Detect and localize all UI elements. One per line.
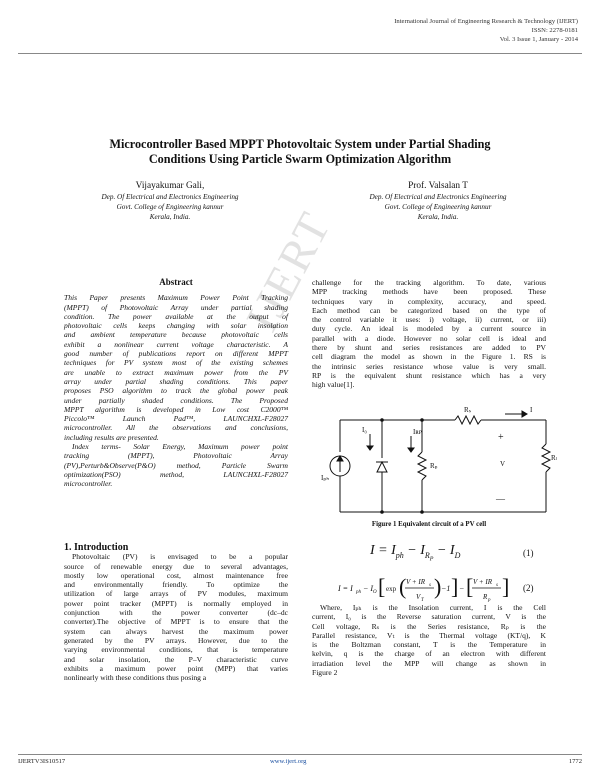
watermark: IJERT (235, 203, 341, 340)
right-top-line: the intrinsic series resistance whose value is very small. (312, 361, 546, 371)
index-terms-line: (PV),Perturb&Observe(P&O) method, Particle Swarm (64, 460, 288, 470)
equivalent-circuit-figure (310, 402, 560, 520)
right-top-line: RP is the equivalent shunt resistance which has a very (312, 370, 546, 380)
author-1-dept: Dep. Of Electrical and Electronics Engineering (101, 193, 239, 201)
equation-2 (338, 570, 516, 606)
footer-website-link[interactable]: www.ijert.org (270, 758, 307, 765)
intro-line: conjunction with the power converter (dc–dc (64, 608, 288, 618)
author-1-place: Kerala, India. (149, 213, 191, 221)
footer-rule (18, 754, 582, 755)
intro-line: utilization of large arrays of PV modules, maximum (64, 589, 288, 599)
abstract-line: are unable to extract maximum power from the PV (64, 367, 288, 377)
label-rl: Rₗ (551, 454, 557, 462)
title-line-2: Conditions Using Particle Swarm Optimization Algorithm (148, 152, 452, 166)
intro-line: system can always harvest the maximum power (64, 626, 288, 636)
footer-page-number: 1772 (568, 758, 582, 765)
svg-text:− I: − I (363, 584, 374, 593)
index-terms-line: tracking (MPPT), Photovoltaic Array (64, 451, 288, 461)
svg-text:exp: exp (386, 585, 397, 593)
header-rule (18, 53, 582, 54)
right-top-line: MPP tracking methods have been proposed. These (312, 287, 546, 297)
index-terms-line: optimization(PSO) method, LAUNCHXL-F28027 (64, 469, 288, 479)
svg-text:p: p (488, 598, 491, 603)
svg-text:): ) (434, 574, 442, 599)
intro-line: and environmentally friendly. To optimize the (64, 580, 288, 590)
label-irp: Iʀᴘ (413, 428, 422, 436)
intro-line: and solar insolation, the P–V characteristic curve (64, 654, 288, 664)
svg-text:T: T (421, 598, 424, 603)
abstract-line: This Paper presents Maximum Power Point Tracking (64, 293, 288, 303)
author-2-dept: Dep. Of Electrical and Electronics Engineering (369, 193, 507, 201)
abstract-line: good number of publications report on different MPPT (64, 349, 288, 359)
abstract-line: MPPT algorithm is developed in Low cost C2000™ (64, 404, 288, 414)
journal-header (394, 17, 578, 44)
abstract-line: including results are presented. (64, 432, 159, 442)
right-top-line: techniques vary in complexity, accuracy, and speed. (312, 296, 546, 306)
abstract-line: array under partial shading conditions. This paper (64, 376, 288, 386)
svg-text:s: s (429, 583, 431, 588)
right-bottom-line: Parallel resistance, Vₜ is the Thermal voltage (KT/q), K (312, 630, 546, 640)
label-rs: Rₛ (464, 406, 472, 414)
abstract-heading: Abstract (159, 277, 193, 287)
intro-line: varying environmental conditions, that is temperature (64, 645, 288, 655)
label-i: I (530, 406, 533, 414)
right-bottom-line: Where, Iₚₕ is the Insolation current, I is the Cell (320, 603, 546, 612)
abstract-line: microcontroller. All the observations and conclusions, (64, 423, 288, 433)
right-bottom-line: is the Boltzman constant, T is the Temperature in (312, 640, 546, 650)
intro-line: Photovoltaic (PV) is envisaged to be a popular (72, 552, 288, 562)
right-bottom-line: Cell voltage, Rₛ is the Series resistance, Rₚ is the (312, 621, 546, 631)
index-terms (64, 442, 288, 488)
intro-heading: 1. Introduction (64, 542, 129, 553)
right-top-line: the control variable it uses: i) voltage, ii) current, or iii) (312, 315, 546, 325)
label-plus: + (498, 432, 504, 443)
svg-text:−1: −1 (441, 584, 451, 593)
label-rp: Rₚ (430, 462, 438, 470)
author-1-name: Vijayakumar Gali, (135, 181, 205, 191)
equation-1: $I = I_{ph} - I_{R_P} - I_D$ (370, 543, 461, 563)
author-1-college: Govt. College of Engineering kannur (116, 203, 224, 211)
svg-text:V: V (416, 593, 421, 601)
abstract-section (64, 278, 288, 489)
index-terms-line: Index terms- Solar Energy, Maximum power point (72, 442, 288, 452)
svg-text:[: [ (378, 574, 386, 599)
right-top-line: cell diagram the model as shown in the Figure 1. RS is (312, 352, 546, 362)
right-top-line: Each method can be categorized based on the type of (312, 305, 546, 315)
svg-text:s: s (496, 583, 498, 588)
author-2-place: Kerala, India. (417, 213, 459, 221)
footer-paper-id: IJERTV3IS10517 (18, 758, 66, 765)
right-bottom-line: irradiation level the MPP will change as shown in (312, 658, 546, 668)
intro-line: mostly low operational cost, almost maintenance free (64, 570, 288, 580)
abstract-line: (MPPT) of Photovoltaic Array under partial shading (64, 302, 288, 312)
right-top-line: high value[1]. (312, 380, 355, 390)
right-top-line: duty cycle. An ideal is modeled by a current source in (312, 324, 546, 334)
right-bottom-text (312, 603, 546, 677)
svg-text:R: R (483, 593, 488, 601)
intro-body (64, 552, 288, 682)
abstract-body (64, 293, 288, 442)
right-top-line: challenge for the tracking algorithm. To date, various (312, 278, 546, 287)
abstract-line: and ambient temperature because photovoltaic cells (64, 330, 288, 340)
eq1-lhs: I = I (370, 543, 396, 558)
label-id: I₀ (362, 426, 367, 434)
svg-text:[: [ (466, 574, 474, 599)
svg-text:ph: ph (356, 590, 361, 595)
abstract-line: Piccolo™ Launch Pad™, LAUNCHXL-F28027 (64, 414, 288, 424)
author-1 (60, 180, 280, 222)
intro-section (64, 543, 288, 682)
svg-text:O: O (373, 590, 377, 595)
eq2-number: (2) (523, 583, 534, 593)
eq1-number: (1) (523, 548, 534, 558)
label-v: V (500, 460, 506, 468)
svg-text:−: − (459, 584, 465, 593)
author-2 (328, 180, 548, 222)
journal-volume: Vol. 3 Issue 1, January - 2014 (499, 36, 578, 43)
intro-line: generated by the PV arrays. However, due to the (64, 635, 288, 645)
intro-line: exhibits a maximum power point (MPP) that varies (64, 663, 288, 673)
right-bottom-line: current, I₀ is the Reverse saturation current, V is the (312, 612, 546, 622)
intro-line: nonlinearly with these conditions thus posing a (64, 673, 207, 683)
abstract-line: condition. The power available at the output of (64, 311, 288, 321)
right-bottom-line: Figure 2 (312, 668, 338, 678)
index-terms-line: microcontroller. (64, 479, 113, 489)
intro-line: source of renewable energy due to several advantages, (64, 561, 288, 571)
abstract-line: proposes PSO algorithm to track the global power peak (64, 386, 288, 396)
title-line-1: Microcontroller Based MPPT Photovoltaic System under Partial Shading (109, 137, 491, 151)
svg-text:]: ] (451, 574, 459, 599)
right-top-line: parallel with a diode. However no solar cell is ideal and (312, 333, 546, 343)
svg-text:I = I: I = I (338, 584, 353, 593)
label-iph: Iₚₕ (321, 474, 330, 482)
svg-text:(: ( (399, 574, 407, 599)
figure-caption: Figure 1 Equivalent circuit of a PV cell (371, 521, 487, 528)
right-bottom-body (312, 603, 546, 677)
right-bottom-line: kelvin, q is the charge of an electron with different (312, 649, 546, 659)
abstract-line: under partially shaded conditions. The Proposed (64, 395, 288, 405)
svg-text:V + IR: V + IR (473, 578, 492, 586)
author-2-name: Prof. Valsalan T (408, 181, 468, 191)
right-top-line: there by shunt and series resistances are added to PV (312, 343, 546, 353)
journal-issn: ISSN: 2278-0181 (531, 27, 578, 34)
right-top-body (312, 278, 546, 390)
svg-text:V + IR: V + IR (406, 578, 425, 586)
abstract-line: photovoltaic cells keeps changing with solar insolation (64, 321, 288, 331)
abstract-line: exhibit a nonlinear current voltage characteristic. A (64, 339, 288, 349)
journal-name: International Journal of Engineering Research & Technology (IJERT) (394, 18, 578, 25)
abstract-line: techniques for PV system most of the existing schemes (64, 358, 288, 368)
paper-title (60, 137, 540, 167)
right-top-text (312, 278, 546, 390)
svg-text:]: ] (502, 574, 510, 599)
intro-line: converter).The objective of MPPT is to ensure that the (64, 617, 288, 627)
author-2-college: Govt. College of Engineering kannur (384, 203, 492, 211)
intro-line: power point tracker (MPPT) is normally employed in (64, 598, 288, 608)
label-minus: — (496, 494, 505, 504)
